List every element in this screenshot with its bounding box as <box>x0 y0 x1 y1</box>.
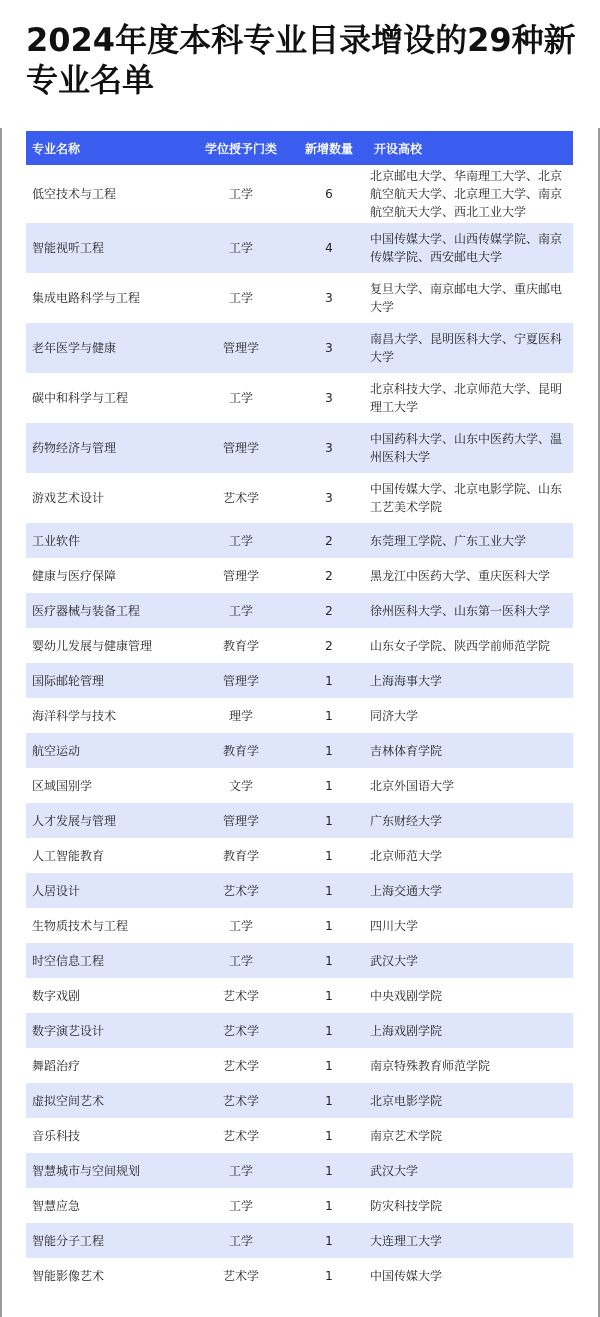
schools-cell: 中国药科大学、山东中医药大学、温州医科大学 <box>370 432 563 464</box>
major-name-cell: 智慧城市与空间规划 <box>32 1163 141 1178</box>
table-row <box>26 523 573 558</box>
schools-cell: 中国传媒大学、北京电影学院、山东工艺美术学院 <box>370 482 563 514</box>
schools-cell: 上海戏剧学院 <box>370 1023 443 1038</box>
new-count-cell: 1 <box>325 743 333 758</box>
degree-category-cell: 工学 <box>228 533 253 548</box>
major-name-cell: 数字演艺设计 <box>32 1023 105 1038</box>
degree-category-cell: 艺术学 <box>222 1128 259 1143</box>
degree-category-cell: 教育学 <box>222 743 259 758</box>
schools-cell: 上海交通大学 <box>370 883 443 898</box>
major-name-cell: 数字戏剧 <box>32 988 81 1003</box>
table-row <box>26 838 573 873</box>
major-name-cell: 药物经济与管理 <box>32 441 117 455</box>
table-row <box>26 1118 573 1153</box>
degree-category-cell: 工学 <box>228 187 253 201</box>
table-row <box>26 323 573 373</box>
degree-category-cell: 艺术学 <box>222 883 259 898</box>
major-name-cell: 舞蹈治疗 <box>32 1058 81 1073</box>
degree-category-cell: 工学 <box>228 1163 253 1178</box>
table-body <box>26 165 573 1293</box>
schools-cell: 北京电影学院 <box>370 1093 443 1108</box>
schools-cell: 北京邮电大学、华南理工大学、北京航空航天大学、北京理工大学、南京航空航天大学、西北工业大学 <box>370 169 563 219</box>
schools-cell: 上海海事大学 <box>370 673 443 688</box>
degree-category-cell: 管理学 <box>222 568 259 583</box>
new-count-cell: 1 <box>325 708 333 723</box>
major-name-cell: 人才发展与管理 <box>32 813 117 828</box>
table-row <box>26 473 573 523</box>
major-name-cell: 碳中和科学与工程 <box>32 391 129 405</box>
new-count-cell: 1 <box>325 813 333 828</box>
major-name-cell: 集成电路科学与工程 <box>32 291 141 305</box>
degree-category-cell: 教育学 <box>222 848 259 863</box>
table-header-row <box>26 131 573 165</box>
new-count-cell: 1 <box>325 778 333 793</box>
schools-cell: 山东女子学院、陕西学前师范学院 <box>370 638 551 653</box>
degree-category-cell: 教育学 <box>222 638 259 653</box>
schools-cell: 黑龙江中医药大学、重庆医科大学 <box>370 568 551 583</box>
schools-cell: 南昌大学、昆明医科大学、宁夏医科大学 <box>370 332 563 364</box>
degree-category-cell: 管理学 <box>222 673 259 688</box>
schools-cell: 南京特殊教育师范学院 <box>370 1058 491 1073</box>
degree-category-cell: 艺术学 <box>222 1023 259 1038</box>
table-row <box>26 223 573 273</box>
degree-category-cell: 艺术学 <box>222 1058 259 1073</box>
new-count-cell: 2 <box>325 568 333 583</box>
table-row <box>26 423 573 473</box>
new-count-cell: 1 <box>325 1163 333 1178</box>
degree-category-cell: 工学 <box>228 603 253 618</box>
page-title: 2024年度本科专业目录增设的29种新专业名单 <box>26 21 576 99</box>
degree-category-cell: 工学 <box>228 291 253 305</box>
new-count-cell: 1 <box>325 883 333 898</box>
new-count-cell: 3 <box>325 391 333 405</box>
major-name-cell: 航空运动 <box>32 743 81 758</box>
table-row <box>26 978 573 1013</box>
schools-cell: 复旦大学、南京邮电大学、重庆邮电大学 <box>370 282 563 314</box>
major-name-cell: 智能视听工程 <box>32 241 105 255</box>
degree-category-cell: 工学 <box>228 1233 253 1248</box>
new-count-cell: 1 <box>325 1093 333 1108</box>
header-degree-category: 学位授予门类 <box>204 141 277 156</box>
major-name-cell: 生物质技术与工程 <box>32 918 129 933</box>
major-name-cell: 人工智能教育 <box>32 848 105 863</box>
major-name-cell: 健康与医疗保障 <box>32 568 117 583</box>
schools-cell: 广东财经大学 <box>370 813 443 828</box>
schools-cell: 南京艺术学院 <box>370 1128 443 1143</box>
table-row <box>26 698 573 733</box>
table-row <box>26 1258 573 1293</box>
table-row <box>26 908 573 943</box>
new-count-cell: 1 <box>325 848 333 863</box>
major-name-cell: 虚拟空间艺术 <box>32 1093 105 1108</box>
major-name-cell: 智能影像艺术 <box>32 1268 105 1283</box>
new-count-cell: 4 <box>325 241 333 255</box>
schools-cell: 同济大学 <box>370 708 419 723</box>
table-row <box>26 1223 573 1258</box>
degree-category-cell: 工学 <box>228 241 253 255</box>
new-count-cell: 2 <box>325 638 333 653</box>
new-count-cell: 2 <box>325 533 333 548</box>
major-name-cell: 低空技术与工程 <box>32 187 117 201</box>
table-row <box>26 1013 573 1048</box>
schools-cell: 防灾科技学院 <box>370 1198 443 1213</box>
table-row <box>26 1153 573 1188</box>
table-row <box>26 558 573 593</box>
new-count-cell: 1 <box>325 1023 333 1038</box>
new-count-cell: 1 <box>325 1268 333 1283</box>
schools-cell: 武汉大学 <box>370 953 419 968</box>
table-row <box>26 593 573 628</box>
major-name-cell: 工业软件 <box>32 533 81 548</box>
schools-cell: 北京外国语大学 <box>370 778 455 793</box>
table-row <box>26 1188 573 1223</box>
schools-cell: 徐州医科大学、山东第一医科大学 <box>370 603 551 618</box>
new-count-cell: 1 <box>325 988 333 1003</box>
new-count-cell: 3 <box>325 341 333 355</box>
major-name-cell: 区域国别学 <box>32 778 93 793</box>
major-name-cell: 音乐科技 <box>32 1128 81 1143</box>
degree-category-cell: 管理学 <box>222 341 259 355</box>
new-count-cell: 3 <box>325 291 333 305</box>
degree-category-cell: 工学 <box>228 918 253 933</box>
degree-category-cell: 文学 <box>228 778 253 793</box>
table-row <box>26 373 573 423</box>
degree-category-cell: 管理学 <box>222 441 259 455</box>
new-count-cell: 1 <box>325 673 333 688</box>
header-major-name: 专业名称 <box>32 141 81 156</box>
degree-category-cell: 管理学 <box>222 813 259 828</box>
header-schools: 开设高校 <box>374 141 423 156</box>
new-count-cell: 1 <box>325 1198 333 1213</box>
degree-category-cell: 理学 <box>228 708 253 723</box>
degree-category-cell: 艺术学 <box>222 988 259 1003</box>
major-name-cell: 游戏艺术设计 <box>32 491 105 505</box>
major-name-cell: 海洋科学与技术 <box>32 708 117 723</box>
table-row <box>26 628 573 663</box>
table-row <box>26 1083 573 1118</box>
schools-cell: 四川大学 <box>370 918 419 933</box>
schools-cell: 大连理工大学 <box>370 1233 443 1248</box>
schools-cell: 中国传媒大学 <box>370 1268 443 1283</box>
major-name-cell: 国际邮轮管理 <box>32 673 105 688</box>
major-name-cell: 时空信息工程 <box>32 953 105 968</box>
new-count-cell: 1 <box>325 953 333 968</box>
schools-cell: 北京师范大学 <box>370 848 443 863</box>
new-count-cell: 2 <box>325 603 333 618</box>
table-row <box>26 273 573 323</box>
major-name-cell: 智慧应急 <box>32 1198 81 1213</box>
new-count-cell: 1 <box>325 1128 333 1143</box>
new-count-cell: 3 <box>325 491 333 505</box>
major-name-cell: 智能分子工程 <box>32 1233 105 1248</box>
new-count-cell: 1 <box>325 1058 333 1073</box>
degree-category-cell: 艺术学 <box>222 491 259 505</box>
table-row <box>26 943 573 978</box>
major-name-cell: 人居设计 <box>32 883 81 898</box>
new-count-cell: 1 <box>325 918 333 933</box>
table-row <box>26 733 573 768</box>
degree-category-cell: 工学 <box>228 391 253 405</box>
schools-cell: 北京科技大学、北京师范大学、昆明理工大学 <box>370 382 563 414</box>
table-row <box>26 873 573 908</box>
degree-category-cell: 艺术学 <box>222 1093 259 1108</box>
schools-cell: 中国传媒大学、山西传媒学院、南京传媒学院、西安邮电大学 <box>370 232 563 264</box>
header-new-count: 新增数量 <box>304 141 353 156</box>
new-count-cell: 1 <box>325 1233 333 1248</box>
major-name-cell: 医疗器械与装备工程 <box>32 603 141 618</box>
schools-cell: 中央戏剧学院 <box>370 988 443 1003</box>
schools-cell: 武汉大学 <box>370 1163 419 1178</box>
table-row <box>26 165 573 223</box>
new-count-cell: 3 <box>325 441 333 455</box>
degree-category-cell: 工学 <box>228 1198 253 1213</box>
schools-cell: 东莞理工学院、广东工业大学 <box>370 533 527 548</box>
schools-cell: 吉林体育学院 <box>370 743 443 758</box>
table-row <box>26 663 573 698</box>
major-name-cell: 婴幼儿发展与健康管理 <box>32 638 153 653</box>
table-row <box>26 768 573 803</box>
table-row <box>26 803 573 838</box>
degree-category-cell: 艺术学 <box>222 1268 259 1283</box>
degree-category-cell: 工学 <box>228 953 253 968</box>
table-row <box>26 1048 573 1083</box>
major-name-cell: 老年医学与健康 <box>32 341 117 355</box>
new-count-cell: 6 <box>325 187 333 201</box>
majors-table <box>26 131 573 1293</box>
